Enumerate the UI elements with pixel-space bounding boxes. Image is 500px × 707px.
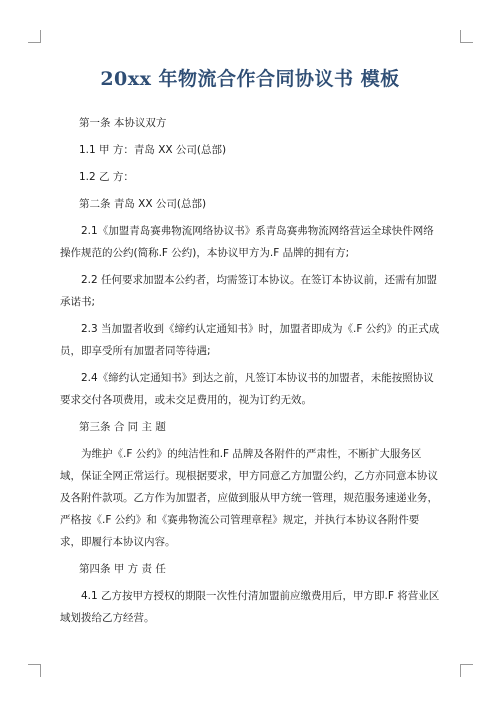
crop-mark-bottom-left <box>28 664 41 677</box>
clause-2-2: 2.2 任何要求加盟本公约者，均需签订本协议。在签订本协议前，还需有加盟承诺书; <box>60 274 438 308</box>
article-2-heading: 第二条 青岛 XX 公司(总部) <box>79 198 207 210</box>
clause-2-3: 2.3 当加盟者收到《缔约认定通知书》时，加盟者即成为《.F 公约》的正式成员，即享受所有加盟者同等待遇; <box>60 323 440 357</box>
article-1-heading: 第一条 本协议双方 <box>79 117 167 129</box>
document-body <box>60 112 440 634</box>
crop-mark-top-right <box>460 30 473 43</box>
document-title: 20xx 年物流合作合同协议书 模板 <box>100 68 400 90</box>
article-4-heading: 第四条 甲 方 责 任 <box>79 563 166 575</box>
clause-1-1: 1.1 甲 方：青岛 XX 公司(总部) <box>79 144 227 156</box>
crop-mark-bottom-right <box>460 664 473 677</box>
article-3-body: 为维护《.F 公约》的纯洁性和.F 品牌及各附件的严肃性，不断扩大服务区域，保证全网正常运行。现根据要求，甲方同意乙方加盟公约，乙方亦同意本协议及各附件款项。乙方作为加盟者，应做到服从甲方统一管理，规范服务速递业务，严格按《.F 公约》和《赛弗物流公司管理章程》规定，并执行本协议各附件要求，即履行本协议内容。 <box>60 448 438 548</box>
article-3-heading: 第三条 合 同 主 题 <box>79 421 166 433</box>
crop-mark-top-left <box>28 30 41 43</box>
clause-4-1: 4.1 乙方按甲方授权的期限一次性付清加盟前应缴费用后，甲方即.F 将营业区域划拨给乙方经营。 <box>60 590 440 624</box>
clause-2-1: 2.1《加盟青岛赛弗物流网络协议书》系青岛赛弗物流网络营运全球快件网络操作规范的公约(简称.F 公约)，本协议甲方为.F 品牌的拥有方; <box>60 225 434 259</box>
clause-2-4: 2.4《缔约认定通知书》到达之前，凡签订本协议书的加盟者，未能按照协议要求交付各项费用，或未交足费用的，视为订约无效。 <box>60 372 434 406</box>
clause-1-2: 1.2 乙 方： <box>79 171 134 183</box>
